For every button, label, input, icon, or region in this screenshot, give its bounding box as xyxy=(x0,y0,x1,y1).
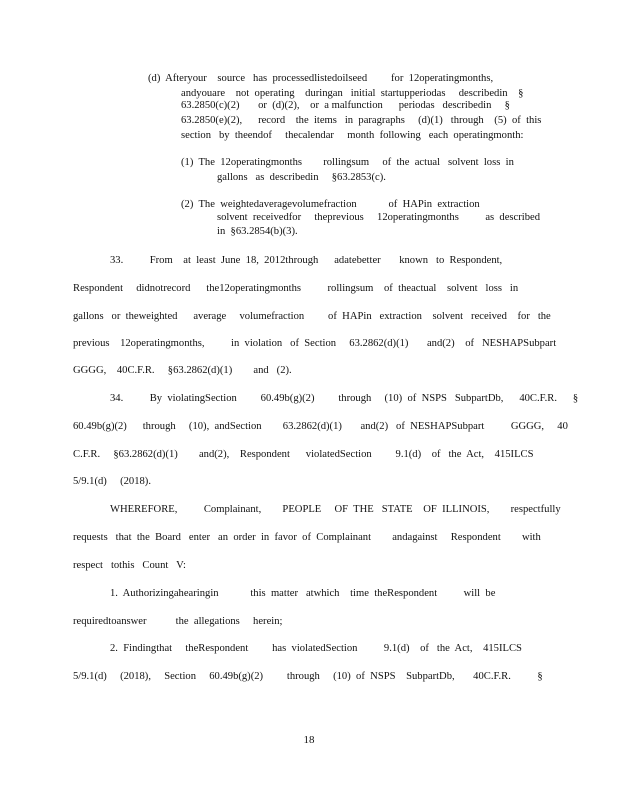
page-number: 18 xyxy=(303,734,315,746)
text-line: solvent receivedfor theprevious 12operatingmonths as described xyxy=(217,212,541,223)
text-line: C.F.R. §63.2862(d)(1) and(2), Respondent violatedSection 9.1(d) of the Act, 415ILCS xyxy=(73,449,534,460)
text-line: 2. Findingthat theRespondent has violatedSection 9.1(d) of the Act, 415ILCS xyxy=(110,643,522,654)
text-line: 63.2850(e)(2), record the items in paragraphs (d)(1) through (5) of this xyxy=(181,115,542,126)
text-line: 33. From at least June 18, 2012through adatebetter known to Respondent, xyxy=(110,255,503,266)
text-line: 34. By violatingSection 60.49b(g)(2) through (10) of NSPS SubpartDb, 40C.F.R. § xyxy=(110,393,579,404)
text-line: gallons or theweighted average volumefraction of HAPin extraction solvent received for the xyxy=(73,311,551,322)
text-line: 63.2850(c)(2) or (d)(2), or a malfunction periodas describedin § xyxy=(181,100,510,111)
text-line: (1) The 12operatingmonths rollingsum of the actual solvent loss in xyxy=(181,157,514,168)
text-line: 1. Authorizingahearingin this matter atwhich time theRespondent will be xyxy=(110,588,496,599)
text-line: WHEREFORE, Complainant, PEOPLE OF THE STATE OF ILLINOIS, respectfully xyxy=(110,504,561,515)
text-line: andyouare not operating duringan initial startupperiodas describedin § xyxy=(181,88,524,99)
text-line: requiredtoanswer the allegations herein; xyxy=(73,616,283,627)
text-line: 5/9.1(d) (2018), Section 60.49b(g)(2) through (10) of NSPS SubpartDb, 40C.F.R. § xyxy=(73,671,543,682)
text-line: previous 12operatingmonths, in violation of Section 63.2862(d)(1) and(2) of NESHAPSubpart xyxy=(73,338,557,349)
text-line: 60.49b(g)(2) through (10), andSection 63.2862(d)(1) and(2) of NESHAPSubpart GGGG, 40 xyxy=(73,421,568,432)
text-line: 5/9.1(d) (2018). xyxy=(73,476,151,487)
text-line: section by theendof thecalendar month following each operatingmonth: xyxy=(181,130,524,141)
text-line: requests that the Board enter an order in favor of Complainant andagainst Respondent with xyxy=(73,532,541,543)
text-line: gallons as describedin §63.2853(c). xyxy=(217,172,386,183)
text-line: Respondent didnotrecord the12operatingmonths rollingsum of theactual solvent loss in xyxy=(73,283,519,294)
text-line: in §63.2854(b)(3). xyxy=(217,226,298,237)
text-line: respect tothis Count V: xyxy=(73,560,186,571)
text-line: (2) The weightedaveragevolumefraction of HAPin extraction xyxy=(181,199,480,210)
text-line: GGGG, 40C.F.R. §63.2862(d)(1) and (2). xyxy=(73,365,292,376)
text-line: (d) Afteryour source has processedlistedoilseed for 12operatingmonths, xyxy=(148,73,494,84)
